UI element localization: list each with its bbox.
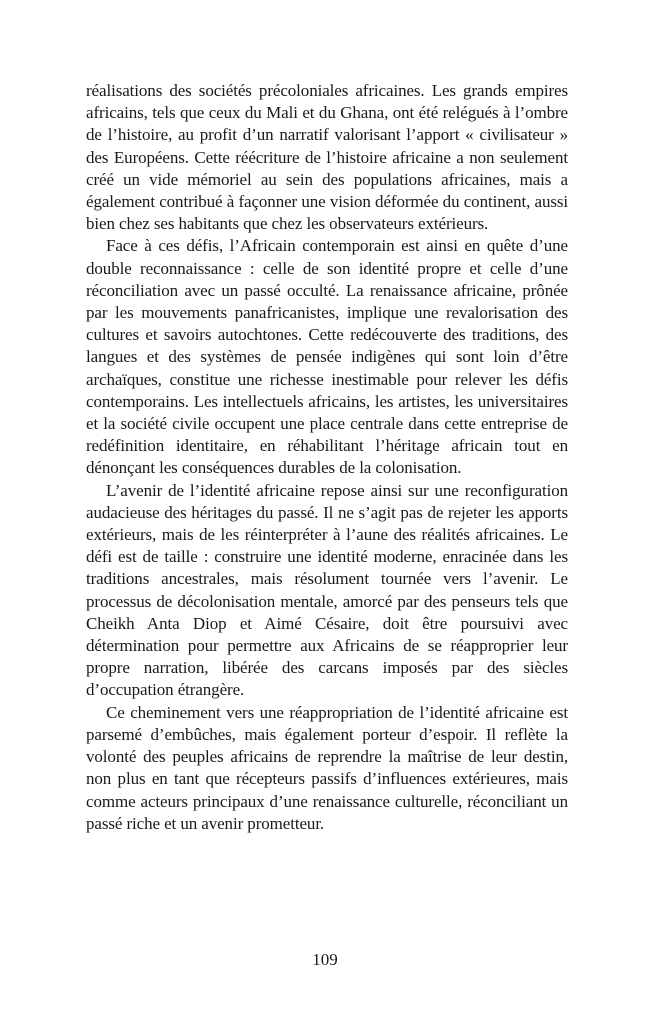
paragraph-cheminement: Ce cheminement vers une réappropriation de l’identité africaine est parsemé d’embûches, mais également porteur d’espoir. Il reflète la volonté des peuples africains de reprendre la maîtrise de leur destin, non plus en tant que récepteurs passifs d’influences extérieures, mais comme acteurs principaux d’une renaissance culturelle, réconciliant un passé riche et un avenir prometteur. [86, 702, 568, 833]
page-number: 109 [312, 950, 338, 969]
paragraph-continuation: réalisations des sociétés précoloniales africaines. Les grands empires africains, tels que ceux du Mali et du Ghana, ont été relégués à l’ombre de l’histoire, au profit d’un narratif valorisant l’apport « civilisateur » des Européens. Cette réécriture de l’histoire africaine a non seulement créé un vide mémoriel au sein des populations africaines, mais a également contribué à façonner une vision déformée du continent, aussi bien chez ses habitants que chez les observateurs extérieurs. [86, 81, 568, 234]
paragraph-avenir: L’avenir de l’identité africaine repose ainsi sur une reconfiguration audacieuse des héritages du passé. Il ne s’agit pas de rejeter les apports extérieurs, mais de les réinterpréter à l’aune des réalités africaines. Le défi est de taille : construire une identité moderne, enracinée dans les traditions ancestrales, mais résolument tournée vers l’avenir. Le processus de décolonisation mentale, amorcé par des penseurs tels que Cheikh Anta Diop et Aimé Césaire, doit être poursuivi avec détermination pour permettre aux Africains de se réapproprier leur propre narration, libérée des carcans imposés par des siècles d’occupation étrangère. [86, 480, 568, 700]
paragraph-reconnaissance: Face à ces défis, l’Africain contemporain est ainsi en quête d’une double reconnaissance : celle de son identité propre et celle d’une réconciliation avec un passé occulté. La renaissance africaine, prônée par les mouvements panafricanistes, implique une revalorisation des cultures et savoirs autochtones. Cette redécouverte des traditions, des langues et des systèmes de pensée indigènes qui sont loin d’être archaïques, constitue une richesse inestimable pour relever les défis contemporains. Les intellectuels africains, les artistes, les universitaires et la société civile occupent une place centrale dans cette entreprise de redéfinition identitaire, en réhabilitant l’héritage africain tout en dénonçant les conséquences durables de la colonisation. [86, 236, 568, 478]
page-body [86, 80, 568, 835]
